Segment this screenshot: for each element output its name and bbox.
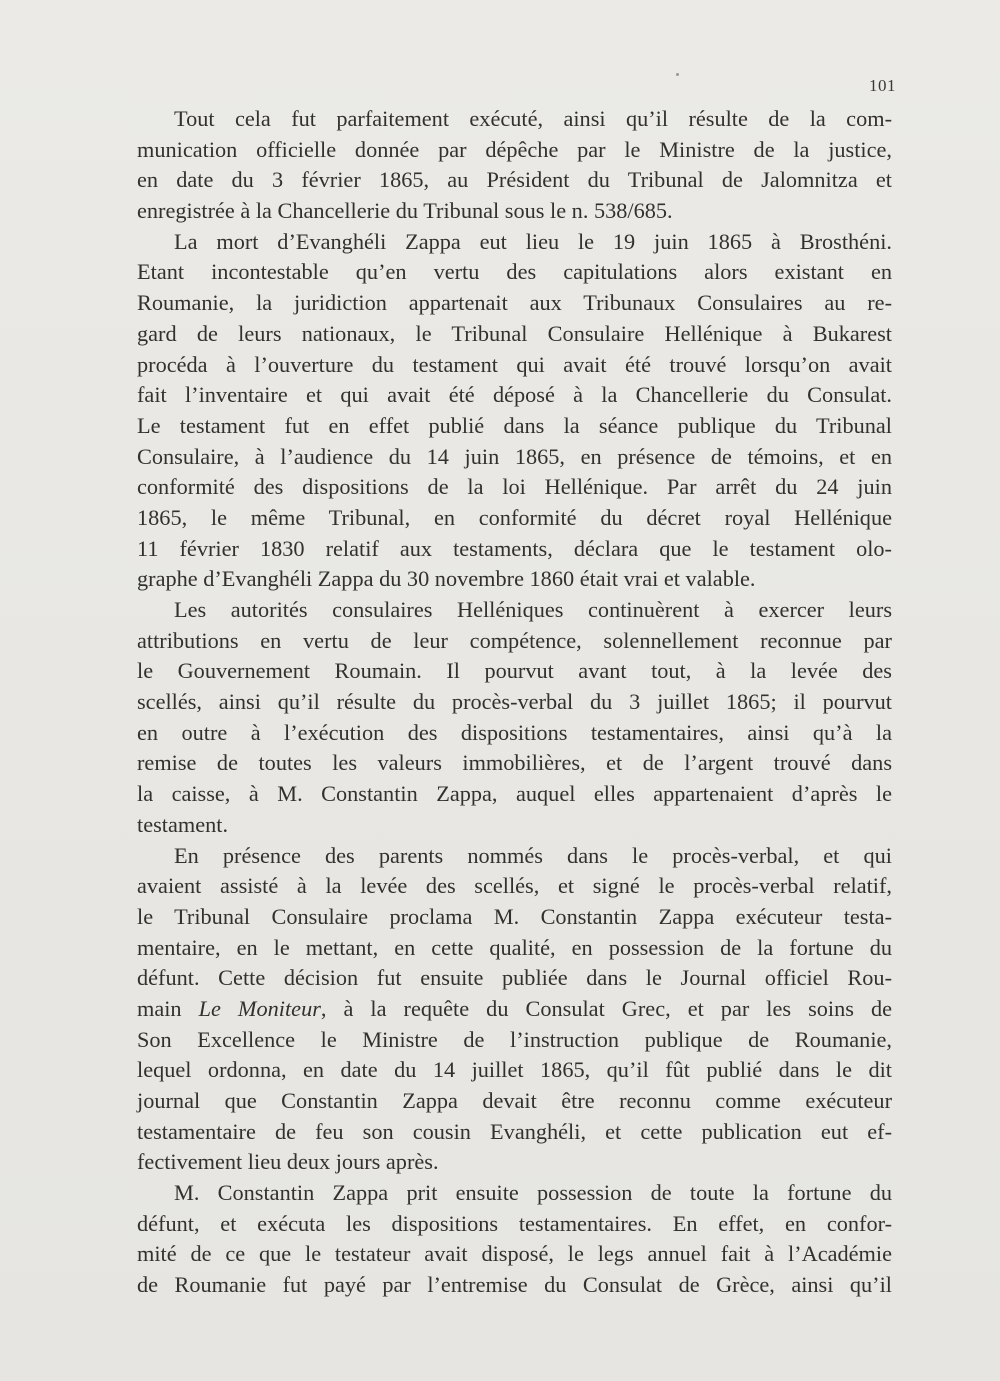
text-line: défunt, et exécuta les dispositions testamentaires. En effet, en confor- [137, 1210, 892, 1236]
text-line: attributions en vertu de leur compétence, solennellement reconnue par [137, 627, 892, 653]
text-line: graphe d’Evanghéli Zappa du 30 novembre 1860 était vrai et valable. [137, 566, 756, 592]
page-number: 101 [869, 76, 896, 95]
text-line: remise de toutes les valeurs immobilières, et de l’argent trouvé dans [137, 750, 892, 776]
text-line: fait l’inventaire et qui avait été déposé à la Chancellerie du Consulat. [137, 382, 892, 408]
text-line: M. Constantin Zappa prit ensuite possession de toute la fortune du [174, 1180, 892, 1206]
text-line: de Roumanie fut payé par l’entremise du Consulat de Grèce, ainsi qu’il [137, 1272, 892, 1298]
text-line: testamentaire de feu son cousin Evanghéli, et cette publication eut ef- [137, 1118, 892, 1144]
text-line: journal que Constantin Zappa devait être reconnu comme exécuteur [137, 1088, 892, 1113]
text-line: mité de ce que le testateur avait disposé, le legs annuel fait à l’Académie [137, 1241, 892, 1267]
text-line: défunt. Cette décision fut ensuite publiée dans le Journal officiel Rou- [137, 965, 892, 991]
paragraph-2 [137, 227, 892, 595]
text-line: 1865, le même Tribunal, en conformité du décret royal Hellénique [137, 504, 892, 530]
paragraph-3 [137, 595, 892, 841]
text-line: Les autorités consulaires Helléniques continuèrent à exercer leurs [174, 597, 892, 622]
text-line: enregistrée à la Chancellerie du Tribunal sous le n. 538/685. [137, 198, 673, 224]
text-line: mentaire, en le mettant, en cette qualité, en possession de la fortune du [137, 934, 892, 960]
text-line: Le testament fut en effet publié dans la séance publique du Tribunal [137, 412, 892, 438]
text-line: Consulaire, à l’audience du 14 juin 1865, en présence de témoins, et en [137, 443, 892, 469]
text-line: testament. [137, 811, 229, 837]
text-line: munication officielle donnée par dépêche par le Ministre de la justice, [137, 136, 892, 162]
text-line: en date du 3 février 1865, au Président du Tribunal de Jalomnitza et [137, 167, 892, 193]
text-line: conformité des dispositions de la loi Hellénique. Par arrêt du 24 juin [137, 474, 892, 500]
text-line: gard de leurs nationaux, le Tribunal Consulaire Hellénique à Bukarest [137, 320, 892, 346]
text-line: En présence des parents nommés dans le procès-verbal, et qui [174, 842, 892, 868]
print-speck [676, 73, 679, 76]
text-line: procéda à l’ouverture du testament qui avait été trouvé lorsqu’on avait [137, 351, 892, 377]
text-line: Son Excellence le Ministre de l’instruction publique de Roumanie, [137, 1026, 892, 1052]
body-text [137, 104, 892, 1301]
text-line: 11 février 1830 relatif aux testaments, déclara que le testament olo- [137, 535, 892, 561]
text-line: le Gouvernement Roumain. Il pourvut avant tout, à la levée des [137, 658, 892, 684]
journal-title-italic: Le Moniteur [198, 995, 321, 1021]
text-line: avaient assisté à la levée des scellés, et signé le procès-verbal relatif, [137, 873, 892, 899]
text-line: main Le Moniteur, à la requête du Consulat Grec, et par les soins de [137, 995, 892, 1021]
text-line: lequel ordonna, en date du 14 juillet 1865, qu’il fût publié dans le dit [137, 1057, 892, 1083]
text-line: La mort d’Evanghéli Zappa eut lieu le 19 juin 1865 à Brosthéni. [174, 228, 892, 254]
text-line: scellés, ainsi qu’il résulte du procès-verbal du 3 juillet 1865; il pourvut [137, 689, 892, 715]
text-line: la caisse, à M. Constantin Zappa, auquel elles appartenaient d’après le [137, 781, 892, 807]
text-line: Etant incontestable qu’en vertu des capitulations alors existant en [137, 259, 892, 285]
text-line: Roumanie, la juridiction appartenait aux Tribunaux Consulaires au re- [137, 290, 892, 316]
text-line: fectivement lieu deux jours après. [137, 1149, 439, 1175]
text-line: en outre à l’exécution des dispositions testamentaires, ainsi qu’à la [137, 719, 892, 745]
paragraph-1 [137, 104, 892, 227]
text-line: Tout cela fut parfaitement exécuté, ainsi qu’il résulte de la com- [174, 106, 892, 131]
text-line: le Tribunal Consulaire proclama M. Constantin Zappa exécuteur testa- [137, 903, 892, 929]
paragraph-5 [137, 1178, 892, 1301]
paragraph-4 [137, 841, 892, 1179]
